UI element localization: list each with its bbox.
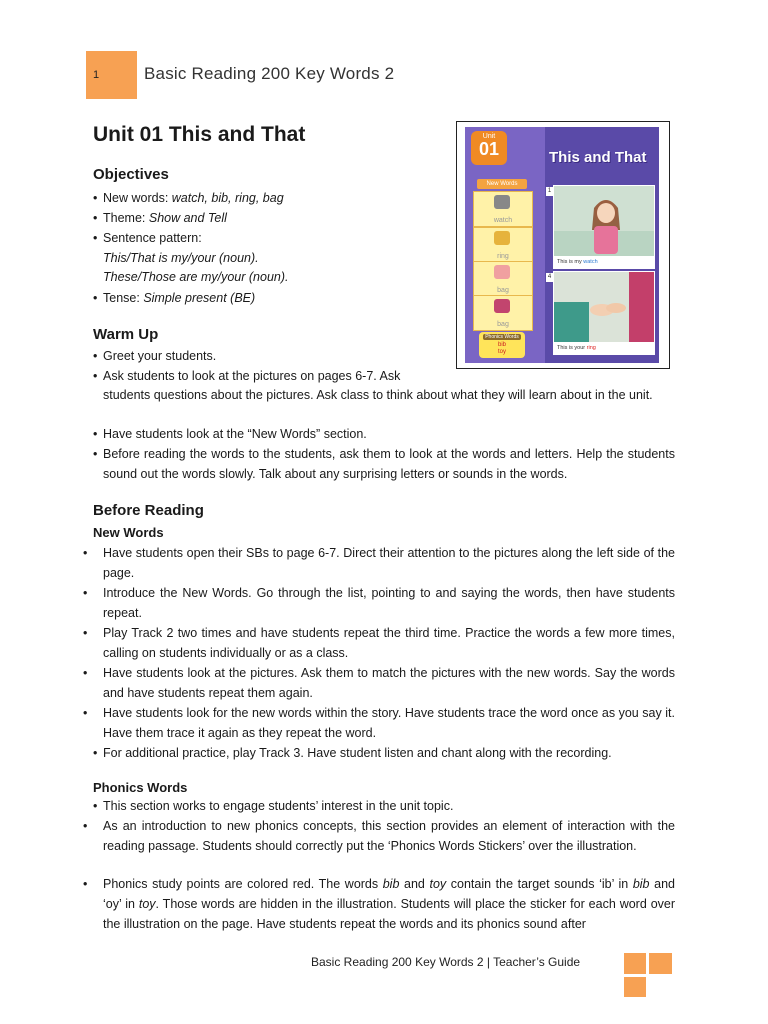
word-card-ring (473, 227, 533, 263)
item-text: Greet your students. (103, 349, 217, 363)
warm-up-item: • Have students look at the “New Words” section. (93, 427, 367, 441)
word-card-text: bag (497, 321, 509, 328)
item-text: Play Track 2 two times and have students repeat the third time. Practice the words a few more times, calling on students individually or as a class. (103, 626, 675, 660)
watch-icon (494, 195, 510, 209)
caption-text: This is your (557, 345, 587, 351)
item-word: toy (138, 897, 156, 911)
objectives-heading: Objectives (93, 166, 169, 183)
before-reading-heading: Before Reading (93, 502, 204, 519)
page-number: 1 (93, 69, 100, 81)
item-text: Introduce the New Words. Go through the list, pointing to and saying the words, then have students repeat. (103, 586, 675, 620)
new-words-item: • For additional practice, play Track 3. Have student listen and chant along with the recording. (93, 746, 612, 760)
phonics-word: toy (497, 349, 506, 355)
unit-badge (471, 131, 507, 165)
new-words-item: • Play Track 2 two times and have students repeat the third time. Practice the words a few more times, calling on students individually or as a class. (83, 626, 675, 660)
new-words-item: • Have students look at the pictures. Ask them to match the pictures with the new words. Say the words and have students repeat them again. (83, 666, 675, 700)
caption-text: This is my (557, 259, 584, 265)
item-text: Ask students to look at the pictures on pages 6-7. Ask (103, 369, 401, 383)
lock-icon (494, 231, 510, 245)
label: Tense: (103, 291, 144, 305)
item-text: Have students look for the new words within the story. Have students trace the word once as you say it. Have them trace it again as they repeat the word. (103, 706, 675, 740)
item-text: . Those words are hidden in the illustration. Students will place the sticker for each word over the illustration on the page. Have students repeat the words and its phonics sound after (103, 897, 676, 931)
word-card-text: watch (493, 217, 513, 224)
value: This/That is my/your (noun). (103, 251, 259, 265)
hands-illustration (554, 272, 654, 342)
page-number-box (86, 51, 137, 99)
unit-title: Unit 01 This and That (93, 123, 306, 146)
objective-pattern-2 (103, 269, 289, 285)
word-card-bag (473, 261, 533, 297)
objective-theme: • Theme: Show and Tell (93, 211, 227, 225)
caption-word: watch (583, 259, 598, 265)
label: Theme: (103, 211, 149, 225)
label: New words: (103, 191, 172, 205)
phonics-item: • As an introduction to new phonics concepts, this section provides an element of interaction with the reading passage. Students should correctly put the ‘Phonics Words Stickers’ over the illustration. (83, 819, 675, 853)
book-page (465, 127, 659, 363)
item-text: Have students look at the “New Words” section. (103, 427, 367, 441)
item-text: contain the target sounds ‘ib’ in (446, 877, 633, 891)
value: These/Those are my/your (noun). (103, 270, 289, 284)
scene-number: 1 (547, 188, 552, 194)
value: Simple present (BE) (143, 291, 256, 305)
scene-number: 4 (547, 274, 552, 280)
warm-up-item-cont: students questions about the pictures. Ask class to think about what they will learn about in the unit. (103, 388, 653, 402)
item-text: Phonics study points are colored red. The words (103, 877, 383, 891)
footer-square (624, 977, 646, 997)
new-words-item: • Have students open their SBs to page 6-7. Direct their attention to the pictures along the left side of the page. (83, 546, 675, 580)
item-word: bib (632, 877, 650, 891)
phonics-card (479, 332, 525, 358)
objective-pattern-1 (103, 250, 259, 266)
bag-icon (494, 299, 510, 313)
item-text: Before reading the words to the students, ask them to look at the words and letters. Help the students sound out the words slowly. Talk about any surprising letters or sounds in the words. (103, 447, 675, 481)
footer-square (624, 953, 646, 974)
warm-up-item: • Before reading the words to the students, ask them to look at the words and letters. Help the students sound out the words slowly. Talk about any surprising letters or sounds in the words. (93, 447, 675, 481)
phonics-item: • This section works to engage students’ interest in the unit topic. (93, 799, 454, 813)
phonics-tag: Phonics Words (483, 334, 521, 340)
warm-up-heading: Warm Up (93, 326, 159, 343)
item-word: bib (382, 877, 400, 891)
item-text: As an introduction to new phonics concepts, this section provides an element of interaction with the reading passage. Students should correctly put the ‘Phonics Words Stickers’ over the illustration. (103, 819, 675, 853)
word-card-text: ring (497, 253, 509, 260)
unit-badge-label: Unit (482, 133, 496, 140)
book-title: This and That (549, 149, 647, 166)
header-title: Basic Reading 200 Key Words 2 (144, 64, 395, 83)
objective-pattern: • Sentence pattern: (93, 231, 202, 245)
item-text: This section works to engage students’ interest in the unit topic. (103, 799, 454, 813)
item-text: For additional practice, play Track 3. Have student listen and chant along with the recording. (103, 746, 612, 760)
book-page-image (456, 121, 670, 369)
item-text: Have students open their SBs to page 6-7. Direct their attention to the pictures along the left side of the page. (103, 546, 675, 580)
item-text: Have students look at the pictures. Ask them to match the pictures with the new words. Say the words and have students repeat them again. (103, 666, 675, 700)
objective-new-words: • New words: watch, bib, ring, bag (93, 191, 284, 205)
word-card-watch (473, 191, 533, 227)
footer-square (649, 953, 672, 974)
scene-girl-watch (553, 185, 655, 269)
hand-icon (494, 265, 510, 279)
label: Sentence pattern: (103, 231, 202, 245)
objective-tense: • Tense: Simple present (BE) (93, 291, 256, 305)
warm-up-item: • Greet your students. (93, 349, 217, 363)
new-words-heading: New Words (93, 525, 164, 540)
scene-hands-ring (553, 271, 655, 355)
new-words-tag: New Words (477, 179, 527, 189)
item-word: toy (429, 877, 447, 891)
girl-illustration (554, 186, 654, 256)
word-card-text: bag (497, 287, 509, 294)
phonics-word: bib (497, 342, 506, 348)
new-words-item: • Introduce the New Words. Go through the list, pointing to and saying the words, then have students repeat. (83, 586, 675, 620)
unit-badge-number: 01 (478, 139, 500, 159)
new-words-item: • Have students look for the new words within the story. Have students trace the word once as you say it. Have them trace it again as they repeat the word. (83, 706, 675, 740)
item-text: and ‘oy’ in (103, 877, 675, 911)
warm-up-item: • Ask students to look at the pictures on pages 6-7. Ask (93, 369, 401, 383)
footer-text: Basic Reading 200 Key Words 2 | Teacher’s Guide (311, 955, 581, 969)
word-card-bag-2 (473, 295, 533, 331)
scene-caption (554, 256, 654, 268)
item-text: and (399, 877, 430, 891)
caption-word: ring (586, 345, 596, 351)
scene-caption (554, 342, 654, 354)
value: watch, bib, ring, bag (171, 191, 284, 205)
phonics-words-heading: Phonics Words (93, 780, 188, 795)
value: Show and Tell (148, 211, 227, 225)
phonics-item: • Phonics study points are colored red. The words bib and toy contain the target sounds ‘ib’ in bib and ‘oy’ in toy. Those words are hidden in the illustration. Students will place the sticker for each word over the illustration on the page. Have students repeat the words and its phonics sound after (83, 877, 676, 931)
